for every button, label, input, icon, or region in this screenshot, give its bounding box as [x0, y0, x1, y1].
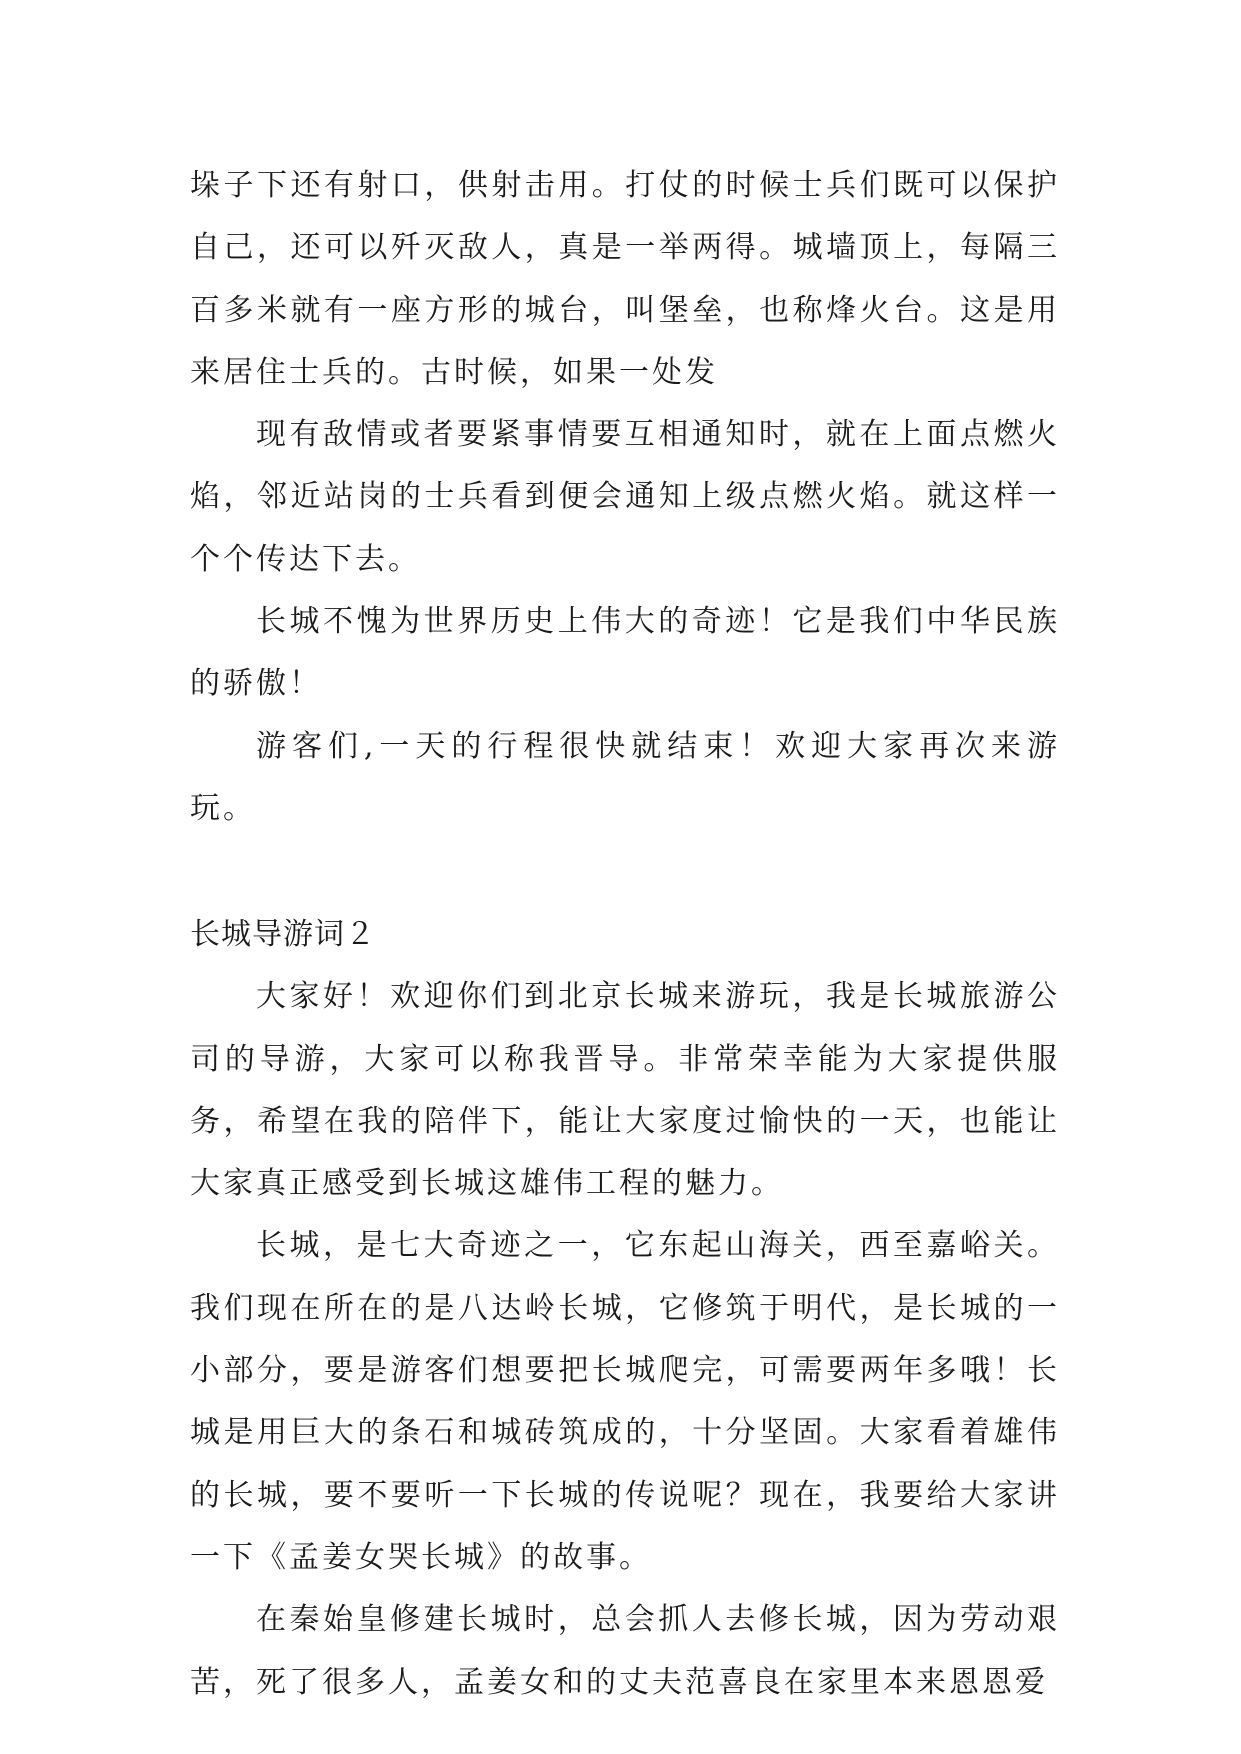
paragraph-1: 垛子下还有射口，供射击用。打仗的时候士兵们既可以保护自己，还可以歼灭敌人，真是一举两得。城墙顶上，每隔三百多米就有一座方形的城台，叫堡垒，也称烽火台。这是用来居住士兵的。古时候，如果一处发: [190, 168, 1060, 390]
document-page: [190, 155, 1060, 1714]
section-heading: 长城导游词２: [190, 917, 376, 953]
paragraph-5: 大家好！欢迎你们到北京长城来游玩，我是长城旅游公司的导游，大家可以称我晋导。非常荣幸能为大家提供服务，希望在我的陪伴下，能让大家度过愉快的一天，也能让大家真正感受到长城这雄伟工程的魅力。: [190, 979, 1060, 1202]
paragraph-3: 长城不愧为世界历史上伟大的奇迹！它是我们中华民族的骄傲！: [190, 604, 1060, 702]
paragraph-4: 游客们,一天的行程很快就结束！欢迎大家再次来游玩。: [190, 728, 1060, 826]
paragraph-6: 长城，是七大奇迹之一，它东起山海关，西至嘉峪关。我们现在所在的是八达岭长城，它修筑于明代，是长城的一小部分，要是游客们想要把长城爬完，可需要两年多哦！长城是用巨大的条石和城砖筑成的，十分坚固。大家看着雄伟的长城，要不要听一下长城的传说呢？现在，我要给大家讲一下《孟姜女哭长城》的故事。: [190, 1228, 1060, 1575]
paragraph-7: 在秦始皇修建长城时，总会抓人去修长城，因为劳动艰苦，死了很多人，孟姜女和的丈夫范喜良在家里本来恩恩爱: [190, 1602, 1060, 1700]
paragraph-2: 现有敌情或者要紧事情要互相通知时，就在上面点燃火焰，邻近站岗的士兵看到便会通知上级点燃火焰。就这样一个个传达下去。: [190, 417, 1060, 577]
section-gap: [190, 840, 1060, 904]
